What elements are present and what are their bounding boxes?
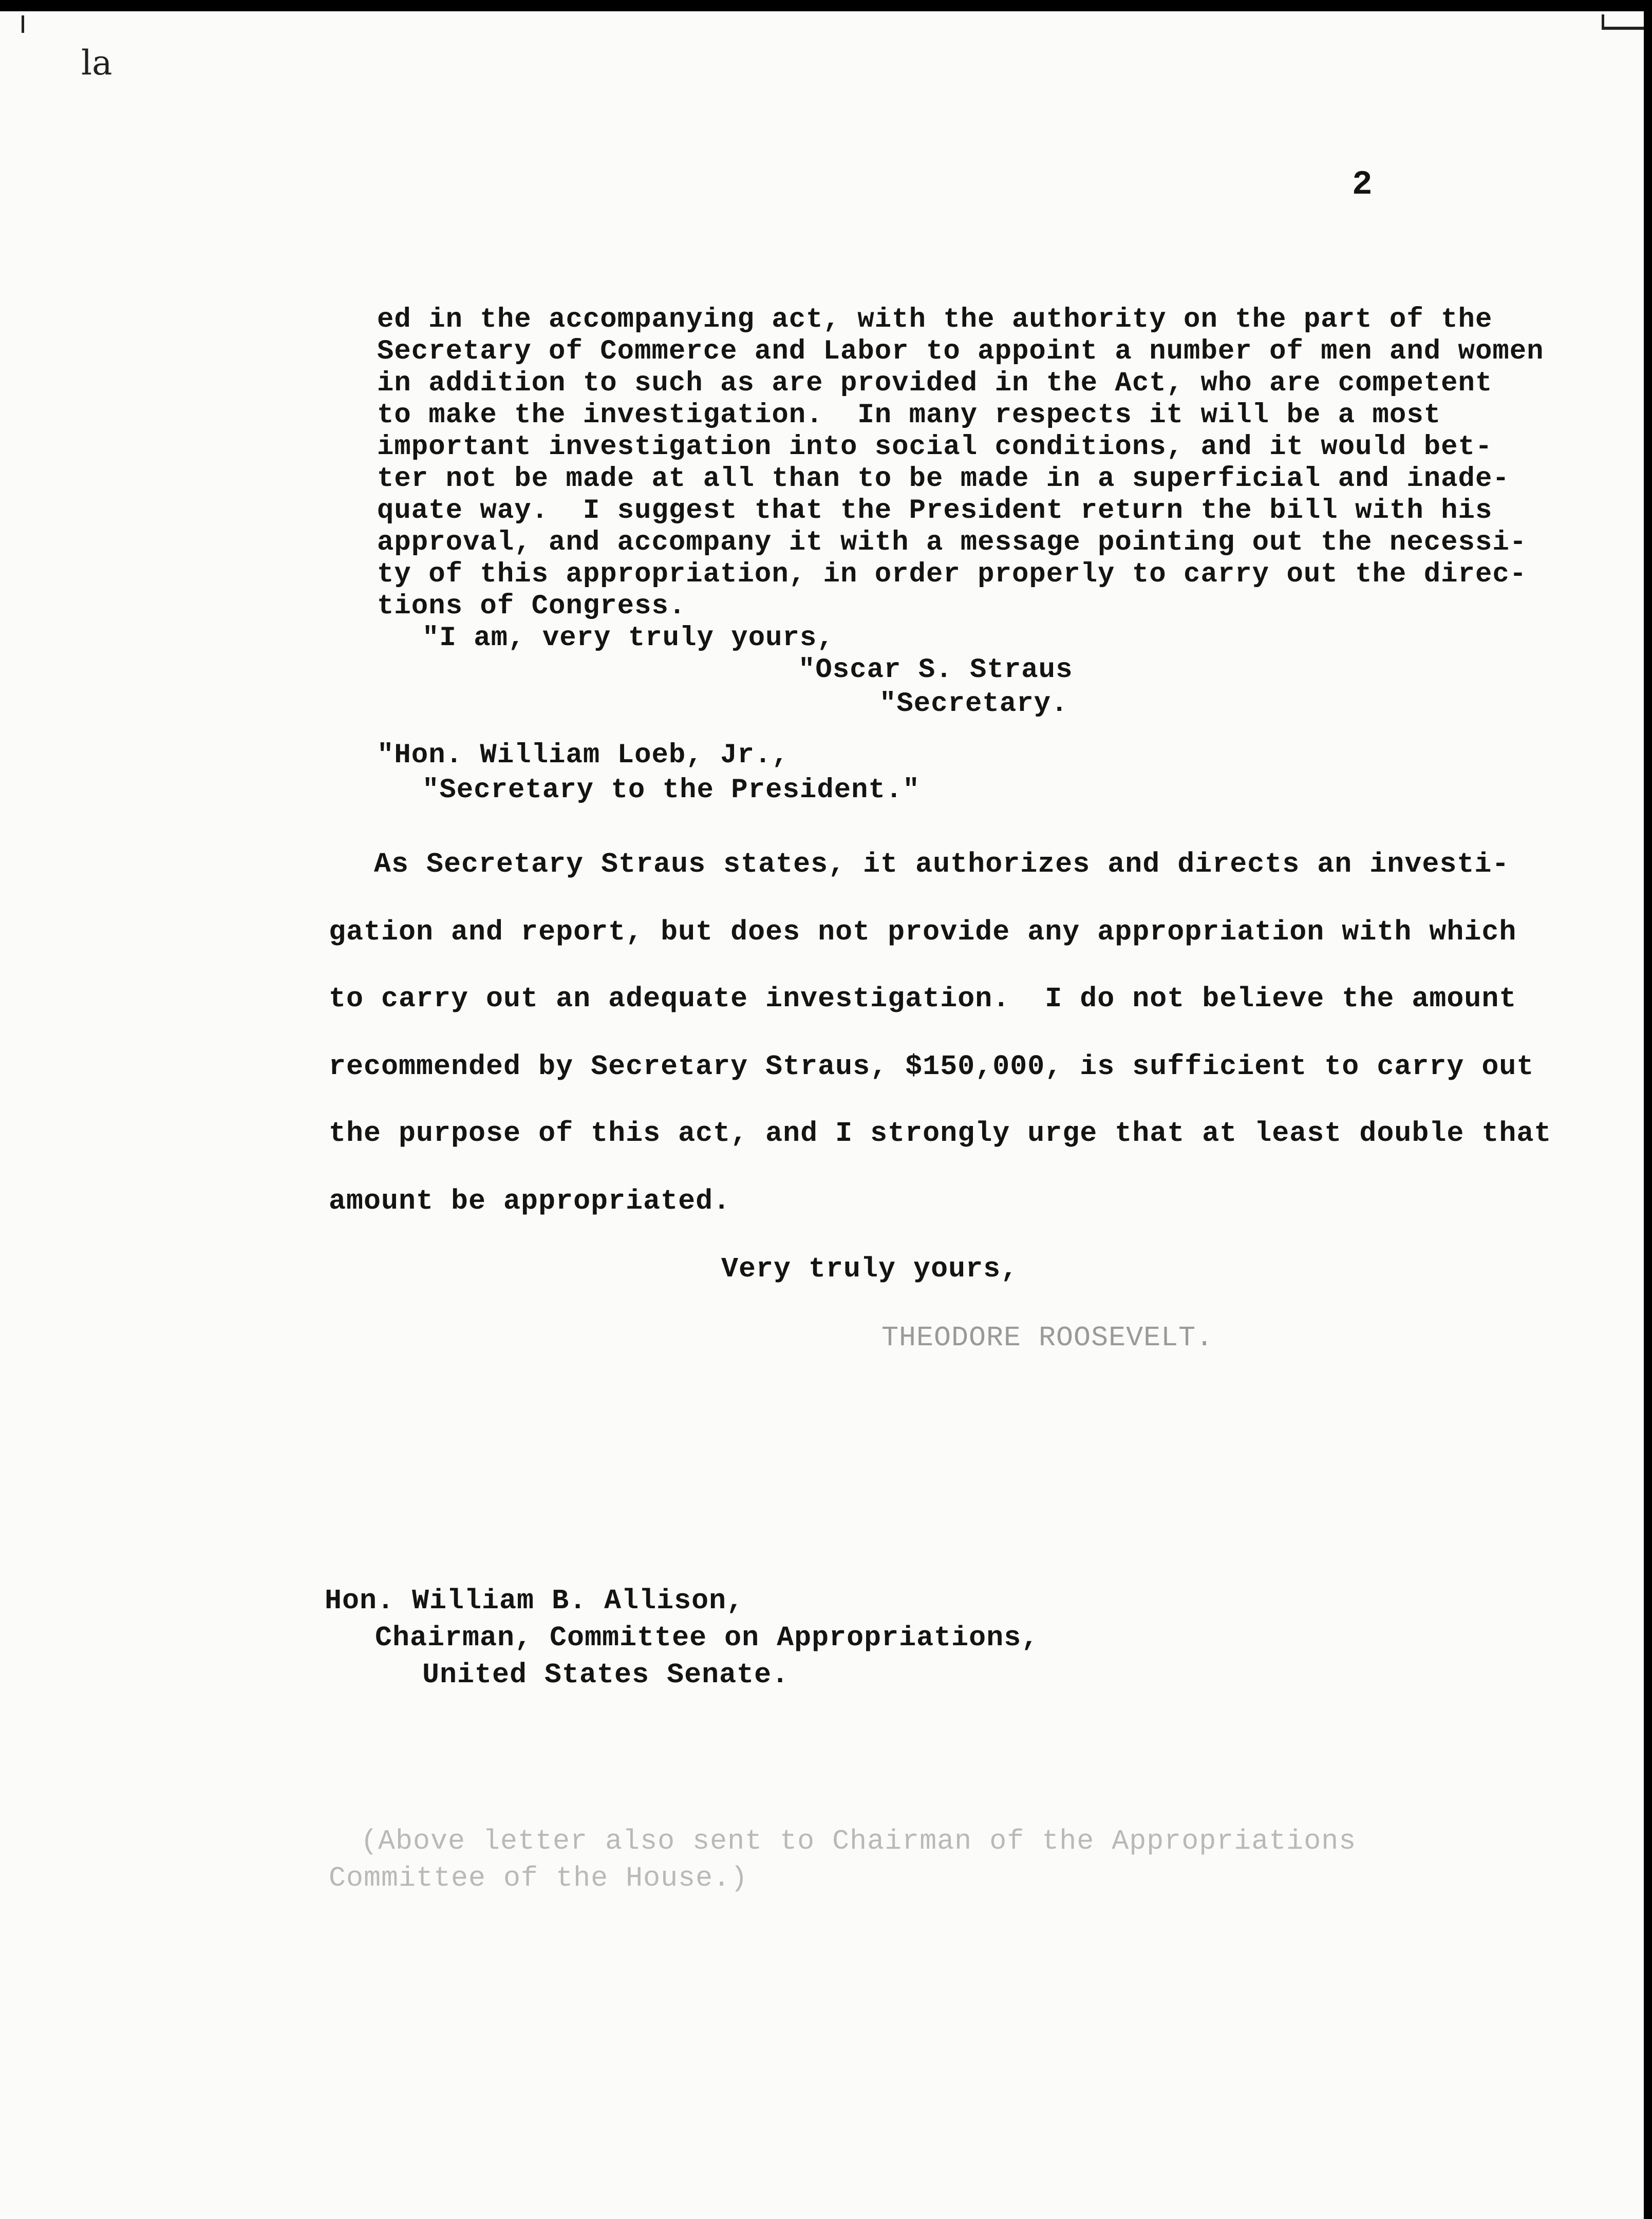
- quoted-line: tions of Congress.: [377, 591, 686, 622]
- recipient-title: Chairman, Committee on Appropriations,: [375, 1622, 1039, 1654]
- quoted-line: Secretary of Commerce and Labor to appoint a number of men and women: [377, 336, 1544, 367]
- quoted-line: quate way. I suggest that the President return the bill with his: [377, 495, 1493, 526]
- main-line: amount be appropriated.: [329, 1185, 731, 1217]
- corner-handwritten-note: la: [81, 43, 112, 83]
- scan-mark-right-tick: [1602, 14, 1604, 30]
- main-line: the purpose of this act, and I strongly urge that at least double that: [329, 1117, 1552, 1150]
- quoted-line: ed in the accompanying act, with the authority on the part of the: [377, 304, 1493, 335]
- quoted-addressee-title: "Secretary to the President.": [422, 775, 920, 806]
- document-page: [0, 11, 1644, 2219]
- scan-mark-left-top: [22, 15, 24, 33]
- scan-mark-right-top: [1602, 27, 1644, 30]
- footnote-line: (Above letter also sent to Chairman of the Appropriations: [361, 1825, 1357, 1857]
- quoted-line: important investigation into social conditions, and it would bet-: [377, 431, 1493, 463]
- footnote-line: Committee of the House.): [329, 1862, 748, 1894]
- quoted-signer-name: "Oscar S. Straus: [798, 654, 1073, 686]
- main-line: As Secretary Straus states, it authorizes and directs an investi-: [374, 848, 1510, 880]
- quoted-addressee-name: "Hon. William Loeb, Jr.,: [377, 740, 789, 771]
- quoted-line: ty of this appropriation, in order properly to carry out the direc-: [377, 559, 1527, 590]
- main-line: gation and report, but does not provide any appropriation with which: [329, 916, 1517, 948]
- quoted-line: ter not be made at all than to be made in a superficial and inade-: [377, 463, 1510, 495]
- quoted-line: in addition to such as are provided in the Act, who are competent: [377, 368, 1493, 399]
- quoted-complimentary-close: "I am, very truly yours,: [422, 623, 834, 654]
- quoted-line: approval, and accompany it with a message pointing out the necessi-: [377, 527, 1527, 558]
- quoted-line: to make the investigation. In many respects it will be a most: [377, 400, 1441, 431]
- page-number: 2: [1352, 165, 1373, 204]
- complimentary-close: Very truly yours,: [721, 1253, 1019, 1285]
- main-line: to carry out an adequate investigation. I do not believe the amount: [329, 983, 1517, 1015]
- quoted-signer-title: "Secretary.: [879, 688, 1068, 720]
- main-line: recommended by Secretary Straus, $150,000, is sufficient to carry out: [329, 1050, 1534, 1083]
- recipient-body: United States Senate.: [422, 1659, 790, 1691]
- recipient-name: Hon. William B. Allison,: [325, 1585, 744, 1617]
- signature: THEODORE ROOSEVELT.: [881, 1322, 1214, 1354]
